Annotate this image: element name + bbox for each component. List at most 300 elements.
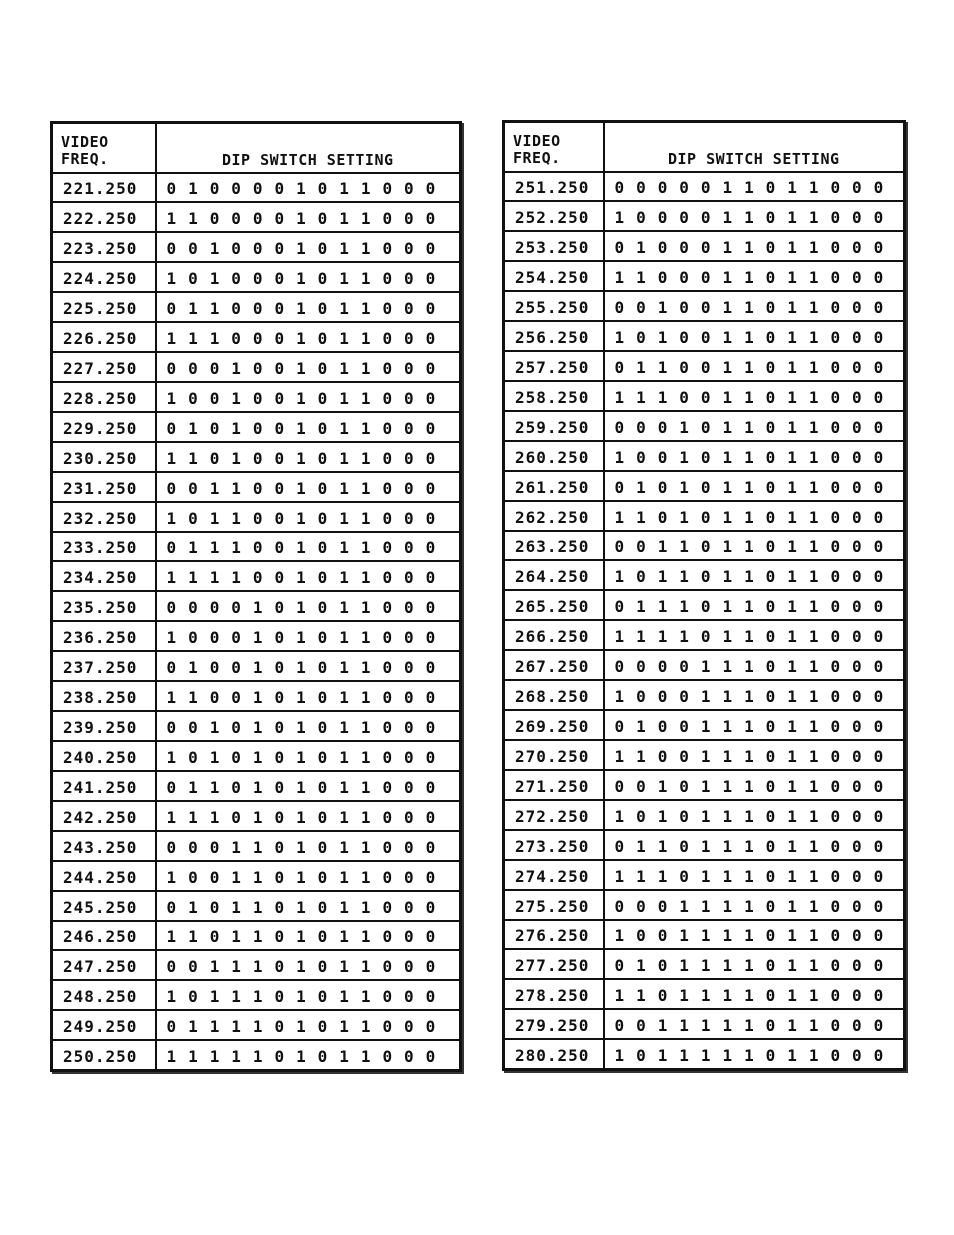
video-freq-cell: 260.250: [504, 441, 604, 471]
dip-switch-bit: 0: [657, 268, 668, 288]
dip-switch-bit: 1: [787, 298, 797, 318]
dip-switch-bit: 1: [679, 986, 689, 1006]
dip-switch-setting-cell: [156, 232, 461, 262]
dip-switch-bit: 0: [425, 269, 436, 289]
table-row: [52, 801, 461, 831]
dip-switch-bit: 0: [404, 388, 414, 408]
dip-switch-bit: 0: [873, 298, 884, 318]
dip-switch-bit: 1: [722, 208, 733, 228]
dip-switch-bit: 0: [852, 567, 862, 587]
dip-switch-bit: 0: [382, 777, 393, 797]
dip-switch-bit: 1: [360, 358, 371, 378]
dip-switch-bit: 0: [274, 957, 285, 977]
table-row: [504, 740, 905, 770]
dip-switch-bit: 0: [404, 239, 414, 259]
dip-switch-bit: 0: [317, 927, 328, 947]
dip-switch-bit: 1: [296, 179, 306, 199]
dip-switch-bit: 0: [765, 597, 776, 617]
dip-switch-bit: 0: [231, 747, 241, 767]
dip-switch-setting-cell: [604, 830, 905, 860]
video-freq-cell: 231.250: [52, 472, 156, 502]
table-row: [504, 172, 905, 202]
dip-switch-bit: 0: [700, 238, 711, 258]
dip-switch-bit: 0: [317, 358, 328, 378]
dip-switch-bit: 1: [209, 478, 220, 498]
dip-switch-bit: 1: [744, 328, 754, 348]
dip-switch-bit: 0: [657, 447, 668, 467]
dip-switch-bit: 1: [808, 1045, 819, 1065]
dip-switch-bit: 1: [700, 866, 711, 886]
dip-switch-bit: 0: [274, 658, 285, 678]
table-row: [504, 590, 905, 620]
dip-switch-bit: 1: [188, 688, 198, 708]
dip-switch-bit: 0: [700, 208, 711, 228]
dip-switch-bit: 1: [787, 417, 797, 437]
dip-switch-bit: 0: [657, 986, 668, 1006]
dip-switch-bit: 0: [382, 867, 393, 887]
dip-switch-bit: 0: [425, 418, 436, 438]
dip-switch-bit: 0: [274, 837, 285, 857]
dip-switch-bit: 1: [722, 776, 733, 796]
dip-switch-bit: 1: [231, 538, 241, 558]
dip-switch-bit: 0: [852, 537, 862, 557]
dip-switch-bit: 1: [209, 987, 220, 1007]
dip-switch-bit: 0: [166, 957, 177, 977]
dip-switch-bit: 1: [787, 986, 797, 1006]
dip-switch-bit: 1: [679, 537, 689, 557]
table-row: [504, 471, 905, 501]
video-freq-cell: 249.250: [52, 1010, 156, 1040]
video-freq-cell: 226.250: [52, 322, 156, 352]
dip-switch-bit: 0: [830, 657, 841, 677]
dip-switch-bit: 0: [382, 927, 393, 947]
dip-switch-bit: 1: [339, 747, 349, 767]
dip-switch-bit: 1: [787, 687, 797, 707]
dip-switch-setting-cell: [156, 831, 461, 861]
dip-switch-bit: 1: [700, 746, 711, 766]
dip-switch-bit: 0: [317, 179, 328, 199]
dip-switch-bit: 1: [744, 447, 754, 467]
dip-switch-bit: 0: [425, 927, 436, 947]
table-row: [52, 502, 461, 532]
dip-switch-bit: 1: [339, 418, 349, 438]
dip-switch-bit: 0: [425, 1046, 436, 1066]
dip-switch-bit: 1: [360, 658, 371, 678]
table-row: [504, 441, 905, 471]
dip-switch-bit: 1: [231, 957, 241, 977]
dip-switch-bit: 1: [166, 628, 177, 648]
dip-switch-bit: 0: [425, 209, 436, 229]
dip-switch-bit: 0: [209, 688, 220, 708]
dip-switch-bit: 1: [787, 537, 797, 557]
dip-switch-bit: 1: [744, 567, 754, 587]
dip-switch-bit: 0: [209, 867, 220, 887]
dip-switch-bit: 1: [787, 178, 797, 198]
dip-switch-bit: 0: [231, 598, 241, 618]
dip-switch-bit: 1: [166, 448, 177, 468]
dip-switch-bit: 1: [722, 986, 733, 1006]
dip-switch-bit: 1: [296, 299, 306, 319]
dip-switch-bit: 0: [209, 628, 220, 648]
dip-switch-bit: 0: [614, 537, 625, 557]
dip-switch-bit: 0: [274, 179, 285, 199]
dip-switch-bit: 0: [425, 688, 436, 708]
dip-switch-bit: 0: [830, 836, 841, 856]
dip-switch-bit: 0: [404, 658, 414, 678]
dip-switch-bit: 1: [188, 538, 198, 558]
table-row: [52, 1010, 461, 1040]
dip-switch-bit: 1: [339, 538, 349, 558]
dip-switch-setting-cell: [604, 351, 905, 381]
dip-switch-bit: 1: [252, 628, 263, 648]
dip-switch-bit: 1: [700, 836, 711, 856]
dip-switch-bit: 0: [657, 417, 668, 437]
dip-switch-bit: 0: [425, 508, 436, 528]
dip-switch-bit: 1: [231, 448, 241, 468]
dip-switch-bit: 1: [744, 627, 754, 647]
dip-switch-bit: 1: [252, 658, 263, 678]
dip-switch-bit: 0: [166, 897, 177, 917]
dip-switch-bit: 1: [787, 657, 797, 677]
dip-switch-bit: 1: [722, 268, 733, 288]
dip-switch-bit: 1: [231, 388, 241, 408]
dip-switch-bit: 1: [657, 597, 668, 617]
dip-switch-bit: 1: [700, 1045, 711, 1065]
dip-switch-bit: 1: [360, 478, 371, 498]
dip-switch-bit: 0: [679, 328, 689, 348]
dip-switch-bit: 0: [274, 299, 285, 319]
dip-switch-bit: 0: [252, 269, 263, 289]
dip-switch-bit: 0: [765, 926, 776, 946]
dip-switch-bit: 0: [765, 836, 776, 856]
dip-switch-bit: 0: [166, 538, 177, 558]
dip-switch-bit: 1: [657, 328, 668, 348]
dip-switch-bit: 1: [296, 269, 306, 289]
dip-switch-setting-cell: [604, 920, 905, 950]
dip-switch-bit: 0: [830, 806, 841, 826]
dip-switch-bit: 0: [274, 478, 285, 498]
video-freq-cell: 261.250: [504, 471, 604, 501]
video-freq-cell: 232.250: [52, 502, 156, 532]
table-row: [52, 232, 461, 262]
video-freq-cell: 244.250: [52, 861, 156, 891]
dip-switch-bit: 0: [636, 926, 646, 946]
video-freq-cell: 230.250: [52, 442, 156, 472]
dip-switch-bit: 0: [765, 866, 776, 886]
dip-switch-bit: 0: [188, 718, 198, 738]
dip-switch-bit: 0: [166, 1017, 177, 1037]
dip-switch-bit: 0: [188, 239, 198, 259]
dip-switch-setting-cell: [156, 801, 461, 831]
video-freq-cell: 268.250: [504, 680, 604, 710]
dip-switch-bit: 1: [614, 387, 625, 407]
dip-switch-bit: 1: [209, 1046, 220, 1066]
dip-switch-bit: 0: [425, 897, 436, 917]
dip-switch-bit: 0: [873, 717, 884, 737]
dip-switch-bit: 0: [166, 598, 177, 618]
dip-switch-bit: 0: [209, 598, 220, 618]
dip-switch-bit: 1: [679, 417, 689, 437]
dip-switch-bit: 1: [722, 507, 733, 527]
dip-switch-bit: 1: [700, 896, 711, 916]
dip-switch-bit: 0: [317, 568, 328, 588]
dip-switch-bit: 0: [614, 956, 625, 976]
dip-switch-bit: 0: [425, 1017, 436, 1037]
dip-switch-bit: 1: [722, 717, 733, 737]
dip-switch-bit: 0: [404, 987, 414, 1007]
dip-switch-bit: 0: [317, 718, 328, 738]
dip-switch-bit: 1: [722, 657, 733, 677]
table-row: [504, 351, 905, 381]
dip-switch-bit: 0: [188, 478, 198, 498]
dip-switch-bit: 0: [679, 208, 689, 228]
dip-switch-bit: 1: [808, 328, 819, 348]
dip-switch-bit: 1: [744, 238, 754, 258]
dip-switch-bit: 0: [852, 717, 862, 737]
dip-switch-bit: 1: [722, 238, 733, 258]
dip-switch-setting-cell: [604, 770, 905, 800]
dip-switch-bit: 0: [382, 747, 393, 767]
dip-switch-bit: 0: [614, 357, 625, 377]
dip-switch-bit: 1: [614, 687, 625, 707]
dip-switch-bit: 0: [852, 806, 862, 826]
dip-switch-bit: 1: [808, 926, 819, 946]
dip-switch-bit: 0: [382, 179, 393, 199]
dip-switch-bit: 0: [765, 328, 776, 348]
dip-switch-bit: 1: [339, 628, 349, 648]
dip-switch-bit: 1: [744, 507, 754, 527]
dip-switch-bit: 0: [830, 507, 841, 527]
dip-switch-bit: 0: [765, 178, 776, 198]
dip-switch-bit: 0: [852, 836, 862, 856]
dip-switch-bit: 0: [425, 329, 436, 349]
dip-switch-bit: 1: [722, 746, 733, 766]
video-freq-header: [52, 123, 156, 173]
dip-switch-bit: 1: [209, 1017, 220, 1037]
dip-switch-bit: 0: [636, 208, 646, 228]
dip-switch-setting-cell: [604, 710, 905, 740]
dip-switch-table-right: [502, 120, 906, 1071]
dip-switch-bit: 0: [852, 298, 862, 318]
dip-switch-bit: 1: [360, 418, 371, 438]
dip-switch-bit: 0: [657, 657, 668, 677]
dip-switch-bit: 1: [744, 896, 754, 916]
video-freq-cell: 223.250: [52, 232, 156, 262]
dip-switch-bit: 1: [722, 298, 733, 318]
dip-switch-bit: 1: [808, 836, 819, 856]
table-row: [52, 412, 461, 442]
dip-switch-bit: 1: [744, 806, 754, 826]
dip-switch-bit: 1: [808, 746, 819, 766]
table-row: [52, 382, 461, 412]
dip-switch-bit: 0: [852, 268, 862, 288]
dip-switch-bit: 1: [722, 417, 733, 437]
dip-switch-bit: 0: [852, 238, 862, 258]
dip-switch-bit: 0: [873, 956, 884, 976]
dip-switch-bit: 0: [382, 718, 393, 738]
dip-switch-setting-cell: [604, 441, 905, 471]
dip-switch-bit: 0: [188, 358, 198, 378]
dip-switch-bit: 1: [744, 956, 754, 976]
dip-switch-bit: 0: [404, 747, 414, 767]
dip-switch-bit: 0: [231, 179, 241, 199]
dip-switch-bit: 1: [252, 1017, 263, 1037]
dip-switch-bit: 1: [657, 806, 668, 826]
dip-switch-bit: 1: [808, 417, 819, 437]
dip-switch-bit: 1: [787, 1016, 797, 1036]
dip-switch-bit: 1: [744, 268, 754, 288]
dip-switch-bit: 1: [636, 627, 646, 647]
video-freq-cell: 251.250: [504, 172, 604, 202]
dip-switch-bit: 0: [765, 627, 776, 647]
dip-switch-bit: 0: [873, 238, 884, 258]
video-freq-cell: 238.250: [52, 681, 156, 711]
dip-switch-bit: 1: [296, 777, 306, 797]
dip-switch-bit: 0: [700, 447, 711, 467]
video-freq-cell: 264.250: [504, 560, 604, 590]
dip-switch-bit: 0: [852, 447, 862, 467]
dip-switch-bit: 0: [231, 239, 241, 259]
dip-switch-bit: 1: [166, 508, 177, 528]
dip-switch-bit: 0: [404, 448, 414, 468]
dip-switch-bit: 1: [252, 927, 263, 947]
table-body: [504, 172, 905, 1070]
dip-switch-setting-cell: [604, 860, 905, 890]
dip-switch-bit: 1: [679, 477, 689, 497]
dip-switch-setting-cell: [604, 560, 905, 590]
table-row: [504, 1039, 905, 1069]
dip-switch-setting-cell: [156, 861, 461, 891]
dip-switch-bit: 0: [404, 508, 414, 528]
dip-switch-bit: 0: [852, 926, 862, 946]
dip-switch-bit: 0: [317, 269, 328, 289]
dip-switch-bit: 0: [614, 238, 625, 258]
dip-switch-bit: 0: [252, 209, 263, 229]
dip-switch-bit: 0: [700, 357, 711, 377]
dip-switch-bit: 0: [765, 896, 776, 916]
dip-switch-bit: 0: [274, 598, 285, 618]
dip-switch-setting-cell: [604, 321, 905, 351]
dip-switch-bit: 0: [252, 179, 263, 199]
dip-switch-setting-cell: [156, 950, 461, 980]
dip-switch-bit: 0: [830, 926, 841, 946]
dip-switch-bit: 0: [614, 477, 625, 497]
dip-switch-bit: 1: [722, 447, 733, 467]
dip-switch-setting-cell: [604, 949, 905, 979]
dip-switch-bit: 0: [873, 657, 884, 677]
dip-switch-bit: 0: [873, 1016, 884, 1036]
dip-switch-bit: 1: [188, 179, 198, 199]
dip-switch-setting-cell: [604, 590, 905, 620]
dip-switch-bit: 1: [166, 209, 177, 229]
table-row: [504, 411, 905, 441]
dip-switch-bit: 1: [722, 597, 733, 617]
dip-switch-bit: 1: [787, 507, 797, 527]
dip-switch-bit: 0: [382, 478, 393, 498]
dip-switch-bit: 1: [744, 657, 754, 677]
dip-switch-bit: 0: [614, 417, 625, 437]
dip-switch-bit: 0: [209, 448, 220, 468]
dip-switch-bit: 1: [360, 239, 371, 259]
dip-switch-bit: 1: [787, 1045, 797, 1065]
dip-switch-bit: 0: [830, 776, 841, 796]
dip-switch-bit: 1: [614, 1045, 625, 1065]
dip-switch-bit: 0: [700, 178, 711, 198]
dip-switch-bit: 1: [360, 568, 371, 588]
dip-switch-bit: 0: [404, 538, 414, 558]
dip-switch-bit: 1: [787, 776, 797, 796]
dip-switch-bit: 1: [808, 507, 819, 527]
dip-switch-setting-cell: [604, 381, 905, 411]
dip-switch-bit: 1: [209, 807, 220, 827]
dip-switch-bit: 0: [382, 598, 393, 618]
dip-switch-bit: 1: [657, 776, 668, 796]
dip-switch-bit: 1: [166, 688, 177, 708]
video-freq-cell: 243.250: [52, 831, 156, 861]
dip-switch-bit: 1: [657, 627, 668, 647]
dip-switch-setting-cell: [604, 531, 905, 561]
dip-switch-bit: 0: [636, 1016, 646, 1036]
dip-switch-bit: 1: [339, 897, 349, 917]
dip-switch-bit: 0: [873, 507, 884, 527]
dip-switch-bit: 0: [852, 597, 862, 617]
dip-switch-bit: 1: [360, 388, 371, 408]
dip-switch-bit: 1: [808, 238, 819, 258]
dip-switch-bit: 0: [830, 357, 841, 377]
video-freq-cell: 269.250: [504, 710, 604, 740]
dip-switch-bit: 1: [339, 987, 349, 1007]
dip-switch-bit: 0: [404, 568, 414, 588]
dip-switch-bit: 0: [765, 567, 776, 587]
dip-switch-bit: 0: [830, 387, 841, 407]
dip-switch-bit: 0: [274, 1046, 285, 1066]
dip-switch-bit: 0: [166, 358, 177, 378]
dip-switch-bit: 1: [360, 329, 371, 349]
dip-switch-bit: 0: [274, 987, 285, 1007]
dip-switch-bit: 0: [425, 807, 436, 827]
dip-switch-bit: 1: [252, 1046, 263, 1066]
video-freq-cell: 262.250: [504, 501, 604, 531]
dip-switch-bit: 0: [252, 508, 263, 528]
dip-switch-bit: 1: [339, 269, 349, 289]
video-freq-cell: 278.250: [504, 979, 604, 1009]
dip-switch-bit: 0: [317, 807, 328, 827]
dip-switch-bit: 1: [339, 179, 349, 199]
dip-switch-bit: 0: [614, 1016, 625, 1036]
video-freq-cell: 263.250: [504, 531, 604, 561]
dip-switch-bit: 1: [209, 568, 220, 588]
dip-switch-setting-cell: [156, 322, 461, 352]
dip-switch-bit: 0: [830, 477, 841, 497]
dip-switch-bit: 0: [425, 987, 436, 1007]
video-freq-cell: 275.250: [504, 890, 604, 920]
dip-switch-bit: 1: [679, 956, 689, 976]
dip-switch-bit: 0: [614, 717, 625, 737]
dip-switch-bit: 1: [636, 986, 646, 1006]
dip-switch-bit: 1: [339, 927, 349, 947]
dip-switch-setting-cell: [156, 262, 461, 292]
dip-switch-setting-cell: [156, 921, 461, 951]
video-freq-cell: 257.250: [504, 351, 604, 381]
table-header-row: [52, 123, 461, 173]
dip-switch-bit: 0: [425, 718, 436, 738]
dip-switch-bit: 1: [339, 508, 349, 528]
dip-switch-bit: 0: [657, 956, 668, 976]
dip-switch-bit: 0: [404, 358, 414, 378]
dip-switch-bit: 1: [252, 688, 263, 708]
dip-switch-bit: 1: [339, 1046, 349, 1066]
dip-switch-bit: 0: [188, 867, 198, 887]
